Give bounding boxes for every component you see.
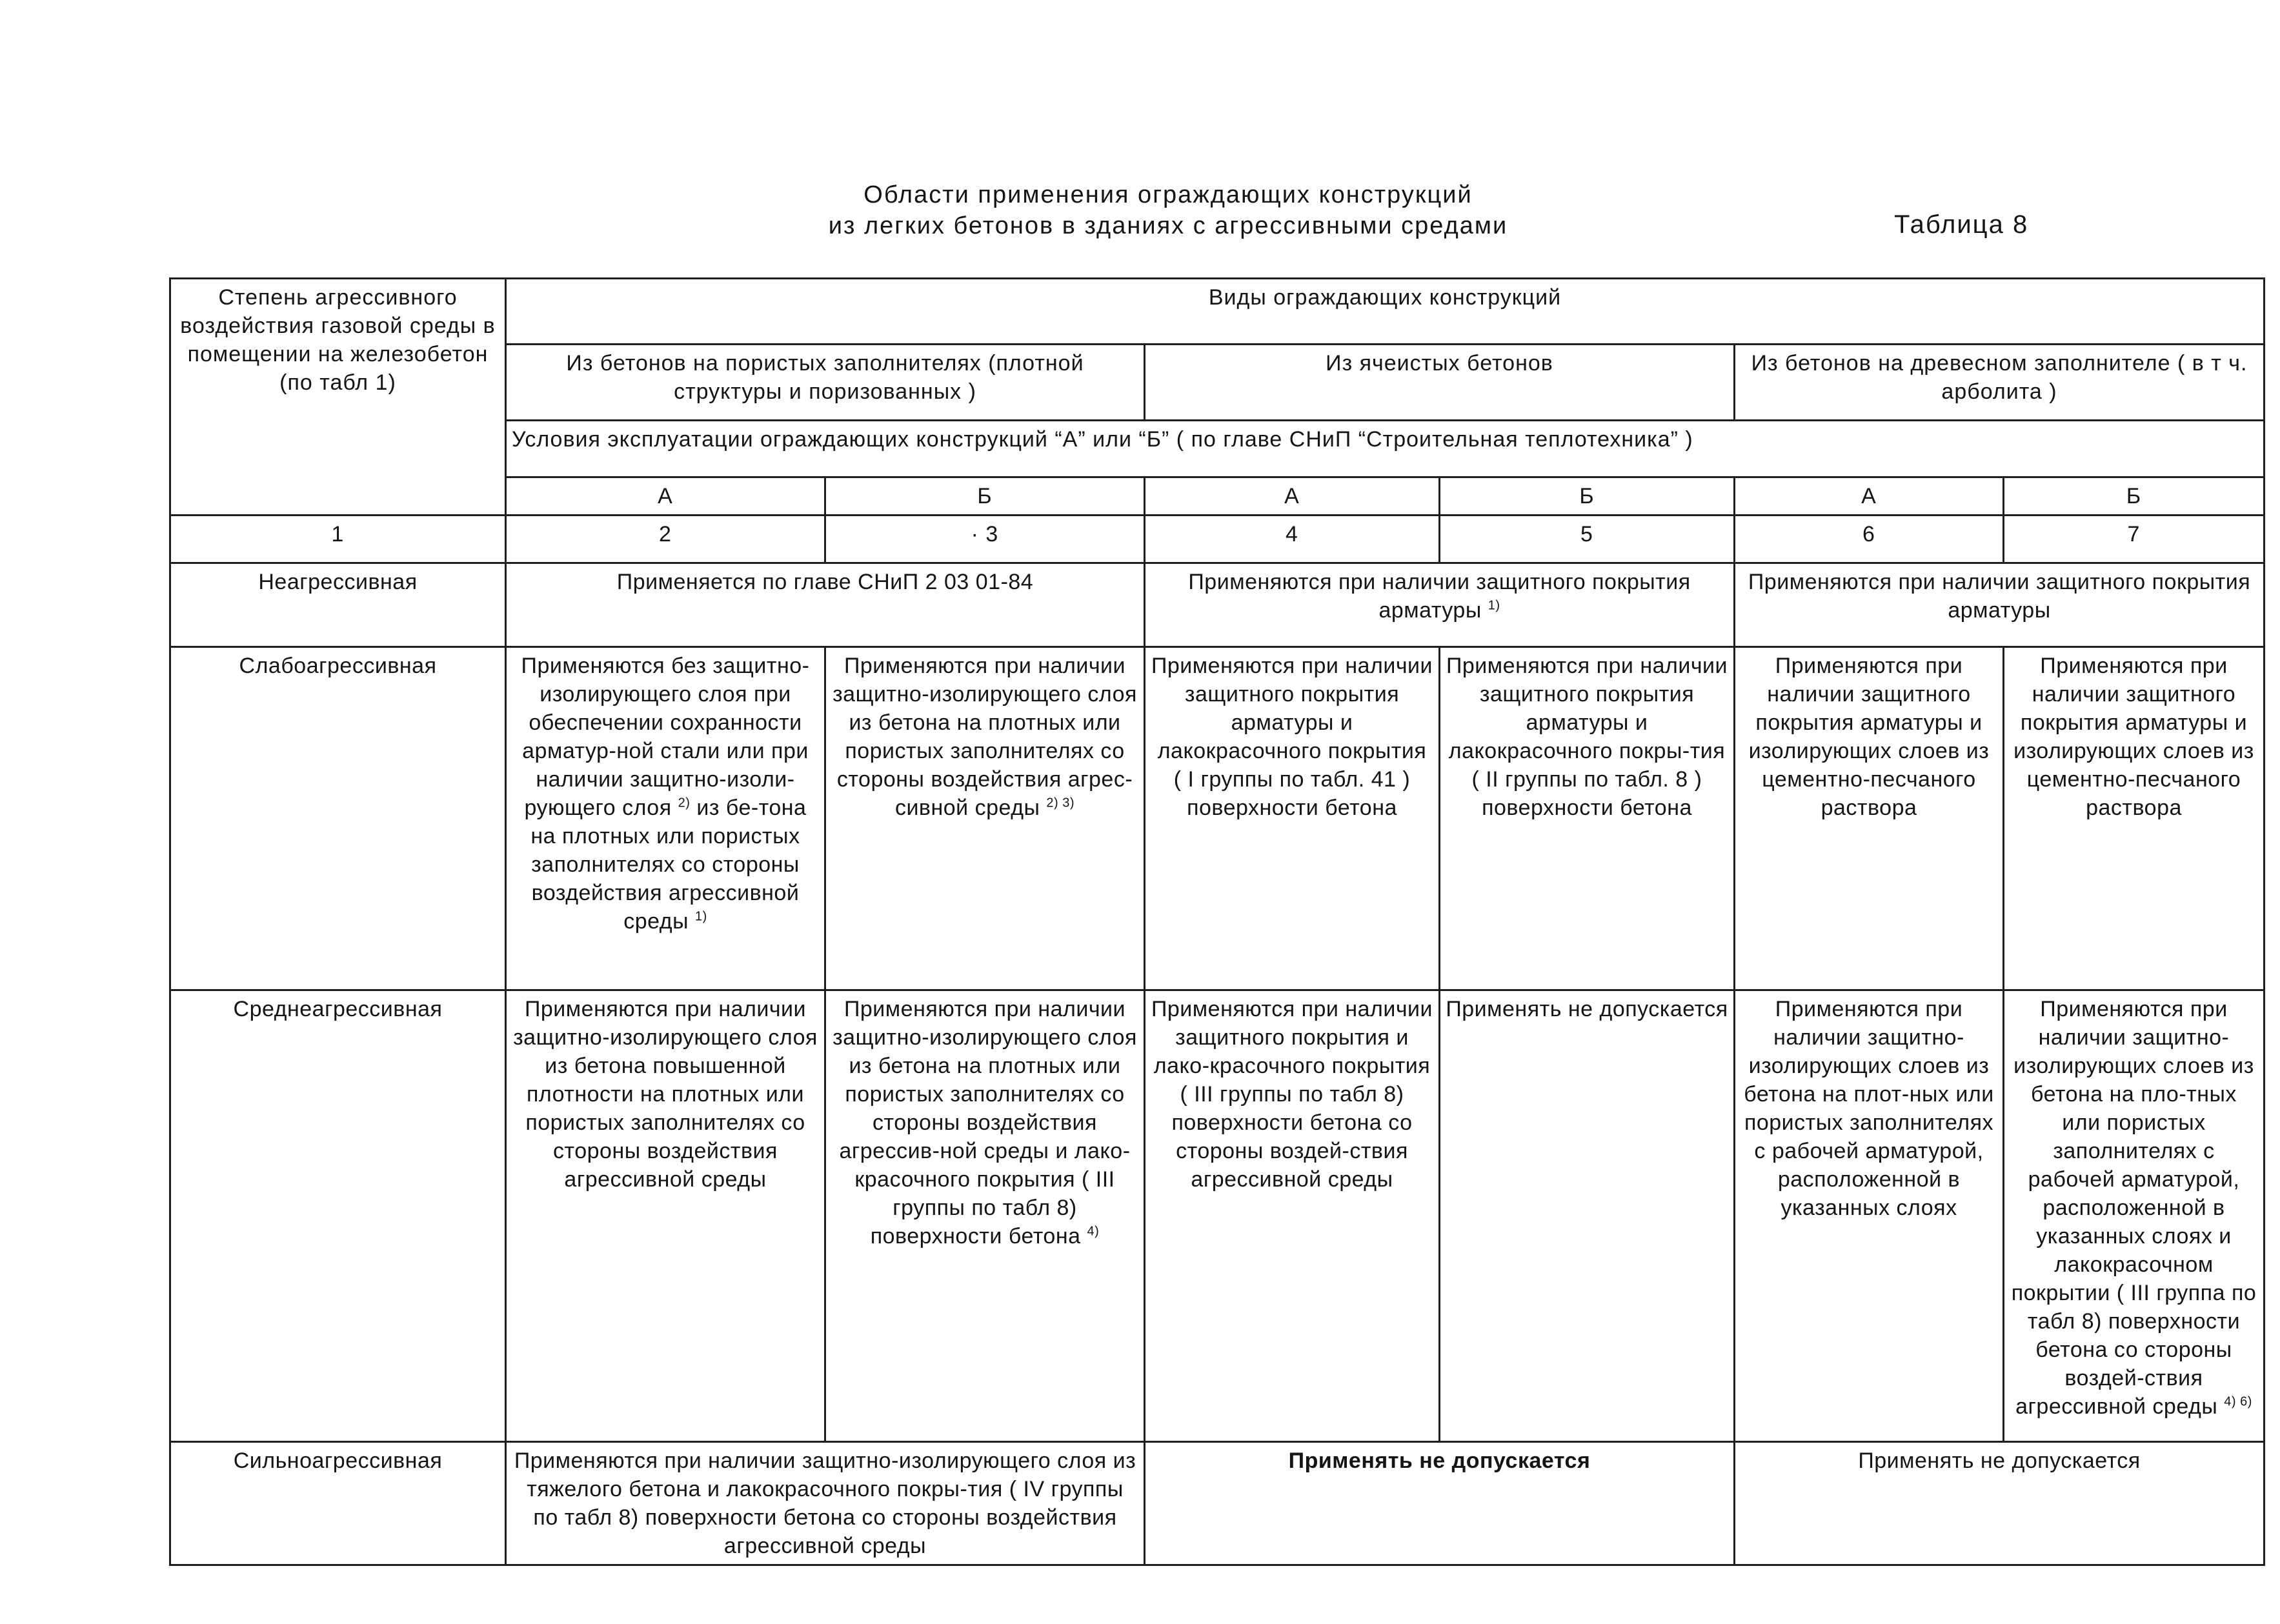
cell-slabo-7: Применяются при наличии защитного покрытия арматуры и изолирующих слоев из цементно-песчаного раствора — [2004, 647, 2265, 990]
cell-slabo-2-tail: из бе-тона на плотных или пористых заполнителях со стороны воздействия агрессивной среды — [530, 796, 807, 934]
data-table — [169, 277, 2265, 1566]
footnote-ref: 4) 6) — [2224, 1394, 2252, 1409]
cell-sredne-6: Применяются при наличии защитно-изолирующих слоев из бетона на плот-ных или пористых заполнителях с рабочей арматурой, расположенной в указанных слоях — [1735, 990, 2004, 1442]
row-label-neagr: Неагрессивная — [170, 563, 506, 647]
cell-sredne-4: Применяются при наличии защитного покрытия и лако-красочного покрытия ( III группы по табл 8) поверхности бетона со стороны воздей-ствия агрессивной среды — [1145, 990, 1440, 1442]
cell-silno-cellular: Применять не допускается — [1145, 1442, 1735, 1565]
row-label-silno: Сильноагрессивная — [170, 1442, 506, 1565]
header-group-wood: Из бетонов на древесном заполнителе ( в т ч. арболита ) — [1735, 345, 2265, 421]
table-container — [169, 277, 2263, 1558]
cell-slabo-3-text: Применяются при наличии защитно-изолирующего слоя из бетона на плотных или пористых заполнителях со стороны воздействия агрес-сивной среды — [832, 654, 1137, 820]
footnote-ref: 2) — [678, 796, 691, 810]
col-num-3: · 3 — [825, 516, 1145, 563]
cell-sredne-5: Применять не допускается — [1440, 990, 1735, 1442]
cell-silno-wood: Применять не допускается — [1735, 1442, 2265, 1565]
footnote-ref: 2) 3) — [1046, 796, 1075, 810]
col-num-1: 1 — [170, 516, 506, 563]
table-row — [170, 563, 2265, 647]
cell-sredne-3 — [825, 990, 1145, 1442]
table-title — [697, 179, 1639, 241]
col-num-5: 5 — [1440, 516, 1735, 563]
footnote-ref: 4) — [1087, 1224, 1100, 1239]
row-label-sredne: Среднеагрессивная — [170, 990, 506, 1442]
sub-a-wood: А — [1735, 477, 2004, 516]
table-row — [170, 990, 2265, 1442]
row-label-slabo: Слабоагрессивная — [170, 647, 506, 990]
col-num-7: 7 — [2004, 516, 2265, 563]
table-row — [170, 1442, 2265, 1565]
col-num-4: 4 — [1145, 516, 1440, 563]
cell-slabo-4: Применяются при наличии защитного покрытия арматуры и лакокрасочного покрытия ( I группы по табл. 41 ) поверхности бетона — [1145, 647, 1440, 990]
table-number: Таблица 8 — [1894, 210, 2029, 239]
cell-sredne-7-text: Применяются при наличии защитно-изолирующих слоев из бетона на пло-тных или пористых заполнителях с рабочей арматурой, расположенной в указанных слоях и лакокрасочном покрытии ( III группа по табл 8) поверхности бетона со стороны воздей-ствия агрессивной среды — [2011, 997, 2257, 1419]
cell-neagr-wood: Применяются при наличии защитного покрытия арматуры — [1735, 563, 2265, 647]
sub-a-cellular: А — [1145, 477, 1440, 516]
col-num-6: 6 — [1735, 516, 2004, 563]
title-line-2: из легких бетонов в зданиях с агрессивными средами — [828, 212, 1508, 239]
header-conditions: Условия эксплуатации ограждающих конструкций “А” или “Б” ( по главе СНиП “Строительная теплотехника” ) — [506, 421, 2265, 477]
sub-b-cellular: Б — [1440, 477, 1735, 516]
header-group-porous: Из бетонов на пористых заполнителях (плотной структуры и поризованных ) — [506, 345, 1145, 421]
table-row — [170, 647, 2265, 990]
sub-b-wood: Б — [2004, 477, 2265, 516]
cell-silno-porous: Применяются при наличии защитно-изолирующего слоя из тяжелого бетона и лакокрасочного покры-тия ( IV группы по табл 8) поверхности бетона со стороны воздействия агрессивной среды — [506, 1442, 1145, 1565]
cell-slabo-5: Применяются при наличии защитного покрытия арматуры и лакокрасочного покры-тия ( II группы по табл. 8 ) поверхности бетона — [1440, 647, 1735, 990]
cell-slabo-3 — [825, 647, 1145, 990]
title-line-1: Области применения ограждающих конструкций — [863, 181, 1473, 208]
footnote-ref: 1) — [695, 909, 707, 924]
cell-sredne-3-text: Применяются при наличии защитно-изолирующего слоя из бетона на плотных или пористых заполнителях со стороны воздействия агрессив-ной среды и лако-красочного покрытия ( III группы по табл 8) поверхности бетона — [832, 997, 1137, 1248]
footnote-ref: 1) — [1488, 598, 1500, 613]
sub-b-porous: Б — [825, 477, 1145, 516]
sub-a-porous: А — [506, 477, 825, 516]
header-degree: Степень агрессивного воздействия газовой среды в помещении на железобетон (по табл 1) — [170, 279, 506, 516]
cell-neagr-porous: Применяется по главе СНиП 2 03 01-84 — [506, 563, 1145, 647]
cell-slabo-2-text: Применяются без защитно-изолирующего слоя при обеспечении сохранности арматур-ной стали или при наличии защитно-изоли-рующего слоя — [521, 654, 810, 820]
header-kinds: Виды ограждающих конструкций — [506, 279, 2265, 345]
cell-slabo-2 — [506, 647, 825, 990]
cell-neagr-cellular-text: Применяются при наличии защитного покрытия арматуры — [1188, 570, 1691, 623]
cell-neagr-cellular — [1145, 563, 1735, 647]
header-group-cellular: Из ячеистых бетонов — [1145, 345, 1735, 421]
col-num-2: 2 — [506, 516, 825, 563]
cell-sredne-7 — [2004, 990, 2265, 1442]
cell-sredne-2: Применяются при наличии защитно-изолирующего слоя из бетона повышенной плотности на плотных или пористых заполнителях со стороны воздействия агрессивной среды — [506, 990, 825, 1442]
cell-slabo-6: Применяются при наличии защитного покрытия арматуры и изолирующих слоев из цементно-песчаного раствора — [1735, 647, 2004, 990]
